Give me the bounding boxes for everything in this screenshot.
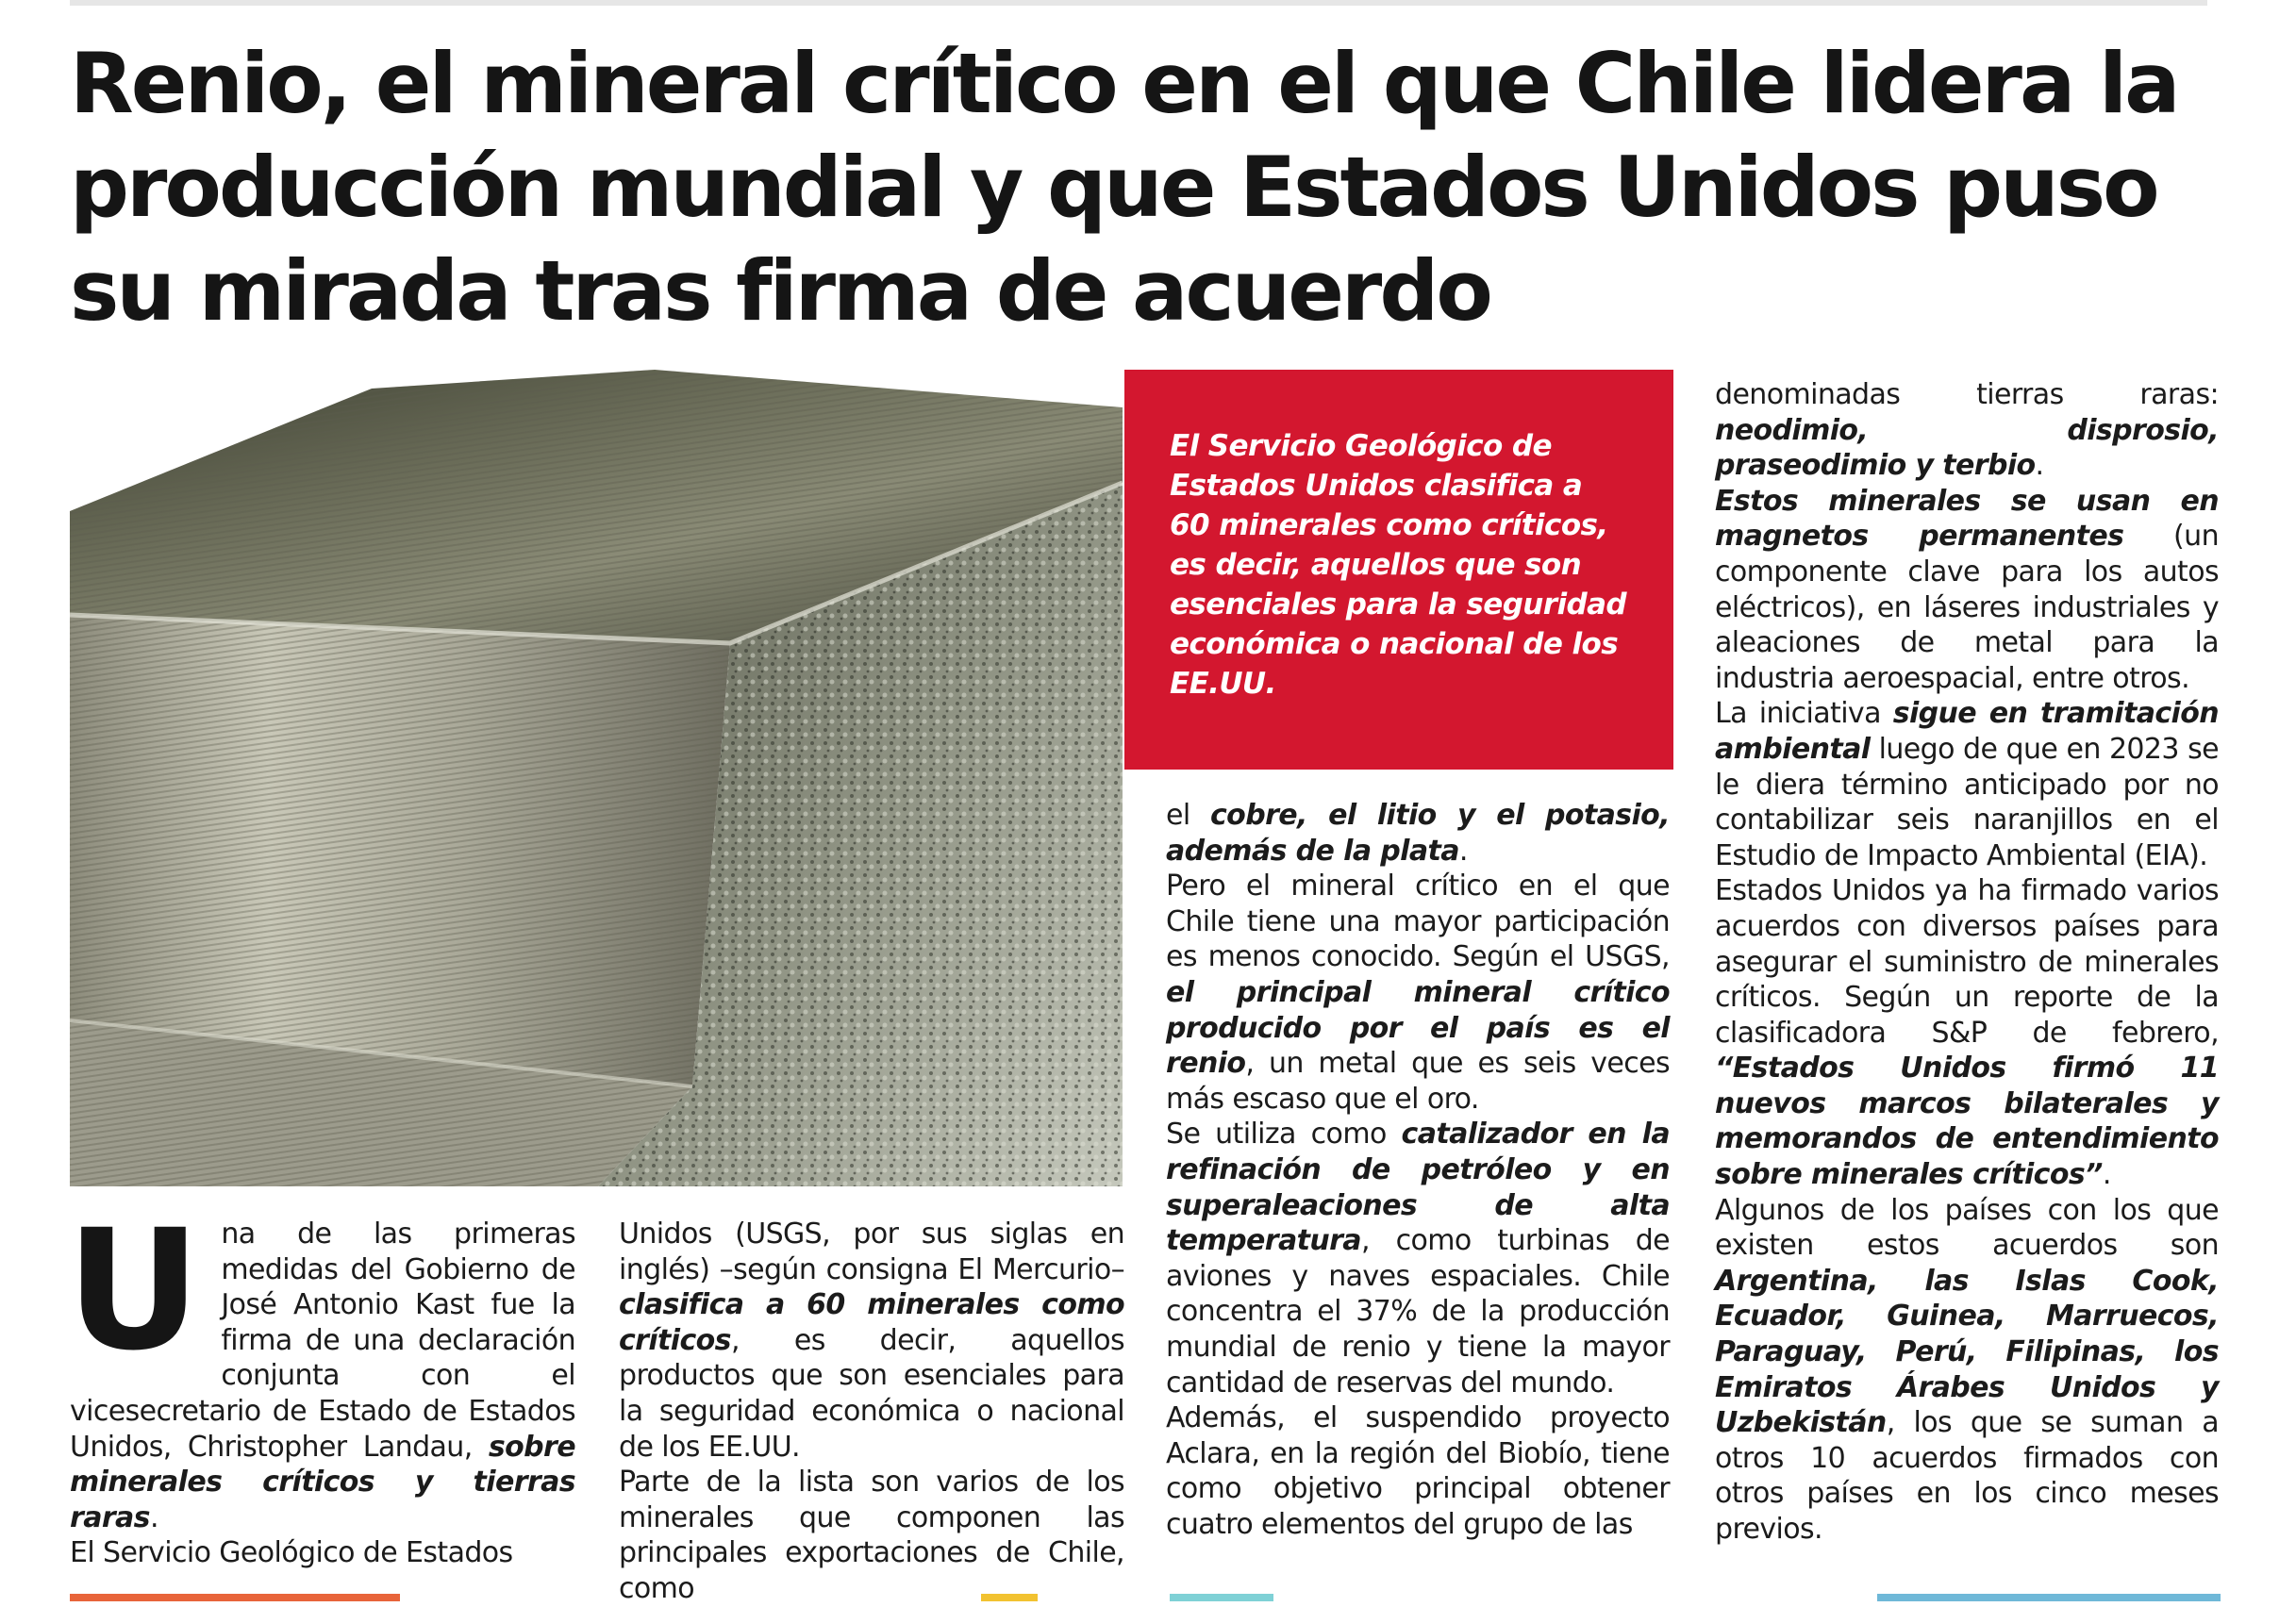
column-2: [619, 1217, 1124, 1607]
bottom-bar-blue: [1877, 1594, 2221, 1601]
emphasis-run: Argentina, las Islas Cook, Ecuador, Guinea, Marruecos, Paraguay, Perú, Filipinas, los Emiratos Árabes Unidos y Uzbekistán: [1715, 1264, 2219, 1440]
text-run: Estados Unidos ya ha firmado varios acuerdos con diversos países para asegurar el suministro de minerales críticos. Según un reporte de la clasificadora S&P de febrero,: [1715, 874, 2219, 1050]
text-run: , los que se suman a otros 10 acuerdos firmados con otros países en los cinco meses previos.: [1715, 1406, 2219, 1546]
headline: Renio, el mineral crítico en el que Chile lidera la producción mundial y que Estados Unidos puso su mirada tras firma de acuerdo: [70, 35, 2178, 340]
text-run: , como turbinas de aviones y naves espaciales. Chile concentra el 37% de la producción mundial de renio y tiene la mayor cantidad de reservas del mundo.: [1166, 1224, 1670, 1400]
bottom-bar-teal: [1170, 1594, 1273, 1601]
paragraph: El Servicio Geológico de Estados: [70, 1536, 513, 1570]
text-run: .: [1458, 834, 1468, 868]
text-run: (un componente clave para los autos eléctricos), en láseres industriales y aleaciones de metal para la industria aeroespacial, entre otros.: [1715, 520, 2219, 695]
text-run: luego de que en 2023 se le diera término anticipado por no contabilizar seis naranjillos en el Estudio de Impacto Ambiental (EIA).: [1715, 732, 2219, 872]
emphasis-run: clasifica a 60 minerales como críticos: [619, 1288, 1124, 1357]
text-run: .: [2102, 1158, 2111, 1192]
emphasis-run: cobre, el litio y el potasio, además de la plata: [1166, 799, 1670, 868]
text-run: , es decir, aquellos productos que son esenciales para la seguridad económica o nacional de los EE.UU.: [619, 1323, 1124, 1464]
bottom-bar-yellow: [981, 1594, 1038, 1601]
paragraph: [619, 1217, 1124, 1465]
emphasis-run: el principal mineral crítico producido por el país es el renio: [1166, 975, 1670, 1081]
emphasis-run: sobre minerales críticos y tierras raras: [70, 1430, 575, 1534]
text-run: Pero el mineral crítico en el que Chile tiene una mayor participación es menos conocido. Según el USGS,: [1166, 870, 1670, 974]
paragraph: [1715, 873, 2219, 1192]
column-1: [66, 1194, 575, 1571]
emphasis-run: Estos minerales se usan en magnetos permanentes: [1715, 484, 2219, 554]
text-run: Algunos de los países con los que existen estos acuerdos son: [1715, 1193, 2219, 1263]
text-run: .: [149, 1500, 158, 1534]
text-run: .: [2035, 449, 2044, 483]
paragraph: [1715, 696, 2219, 873]
text-run: Unidos (USGS, por sus siglas en inglés) –según consigna El Mercurio–: [619, 1218, 1124, 1286]
text-run: La iniciativa: [1715, 697, 1893, 731]
paragraph: [1715, 1193, 2219, 1548]
text-run: , un metal que es seis veces más escaso que el oro.: [1166, 1047, 1670, 1116]
paragraph: [1166, 1117, 1670, 1400]
callout-text: El Servicio Geológico de Estados Unidos clasifica a 60 minerales como críticos, es decir, aquellos que son esenciales para la seguridad económica o nacional de los EE.UU.: [1170, 429, 1626, 701]
paragraph: Además, el suspendido proyecto Aclara, en la región del Biobío, tiene como objetivo principal obtener cuatro elementos del grupo de las: [1166, 1401, 1670, 1541]
callout-box: [1124, 370, 1673, 770]
paragraph: [1166, 869, 1670, 1117]
text-run: denominadas tierras raras:: [1715, 378, 2219, 411]
paragraph: Parte de la lista son varios de los minerales que componen las principales exportaciones de Chile, como: [619, 1466, 1124, 1605]
bottom-bar-orange: [70, 1594, 400, 1601]
emphasis-run: neodimio, disprosio, praseodimio y terbio: [1715, 413, 2219, 483]
paragraph: [1166, 798, 1670, 869]
column-3: [1166, 798, 1670, 1542]
drop-cap: U: [66, 1194, 201, 1387]
text-run: Se utiliza como: [1166, 1118, 1402, 1151]
paragraph: [1715, 484, 2219, 697]
text-run: na de las primeras medidas del Gobierno de José Antonio Kast fue la firma de una declaración conjunta con el vicesecretario de Estado de Estados Unidos, Christopher Landau,: [70, 1218, 575, 1464]
emphasis-run: catalizador en la refinación de petróleo y en superaleaciones de alta temperatura: [1166, 1118, 1670, 1258]
emphasis-run: “Estados Unidos firmó 11 nuevos marcos bilaterales y memorandos de entendimiento sobre minerales críticos”: [1715, 1052, 2219, 1192]
emphasis-run: sigue en tramitación ambiental: [1715, 697, 2219, 766]
rhenium-photo: [70, 370, 1123, 1186]
column-4: [1715, 377, 2219, 1548]
top-rule: [70, 0, 2207, 6]
paragraph: [1715, 377, 2219, 484]
text-run: el: [1166, 799, 1210, 832]
